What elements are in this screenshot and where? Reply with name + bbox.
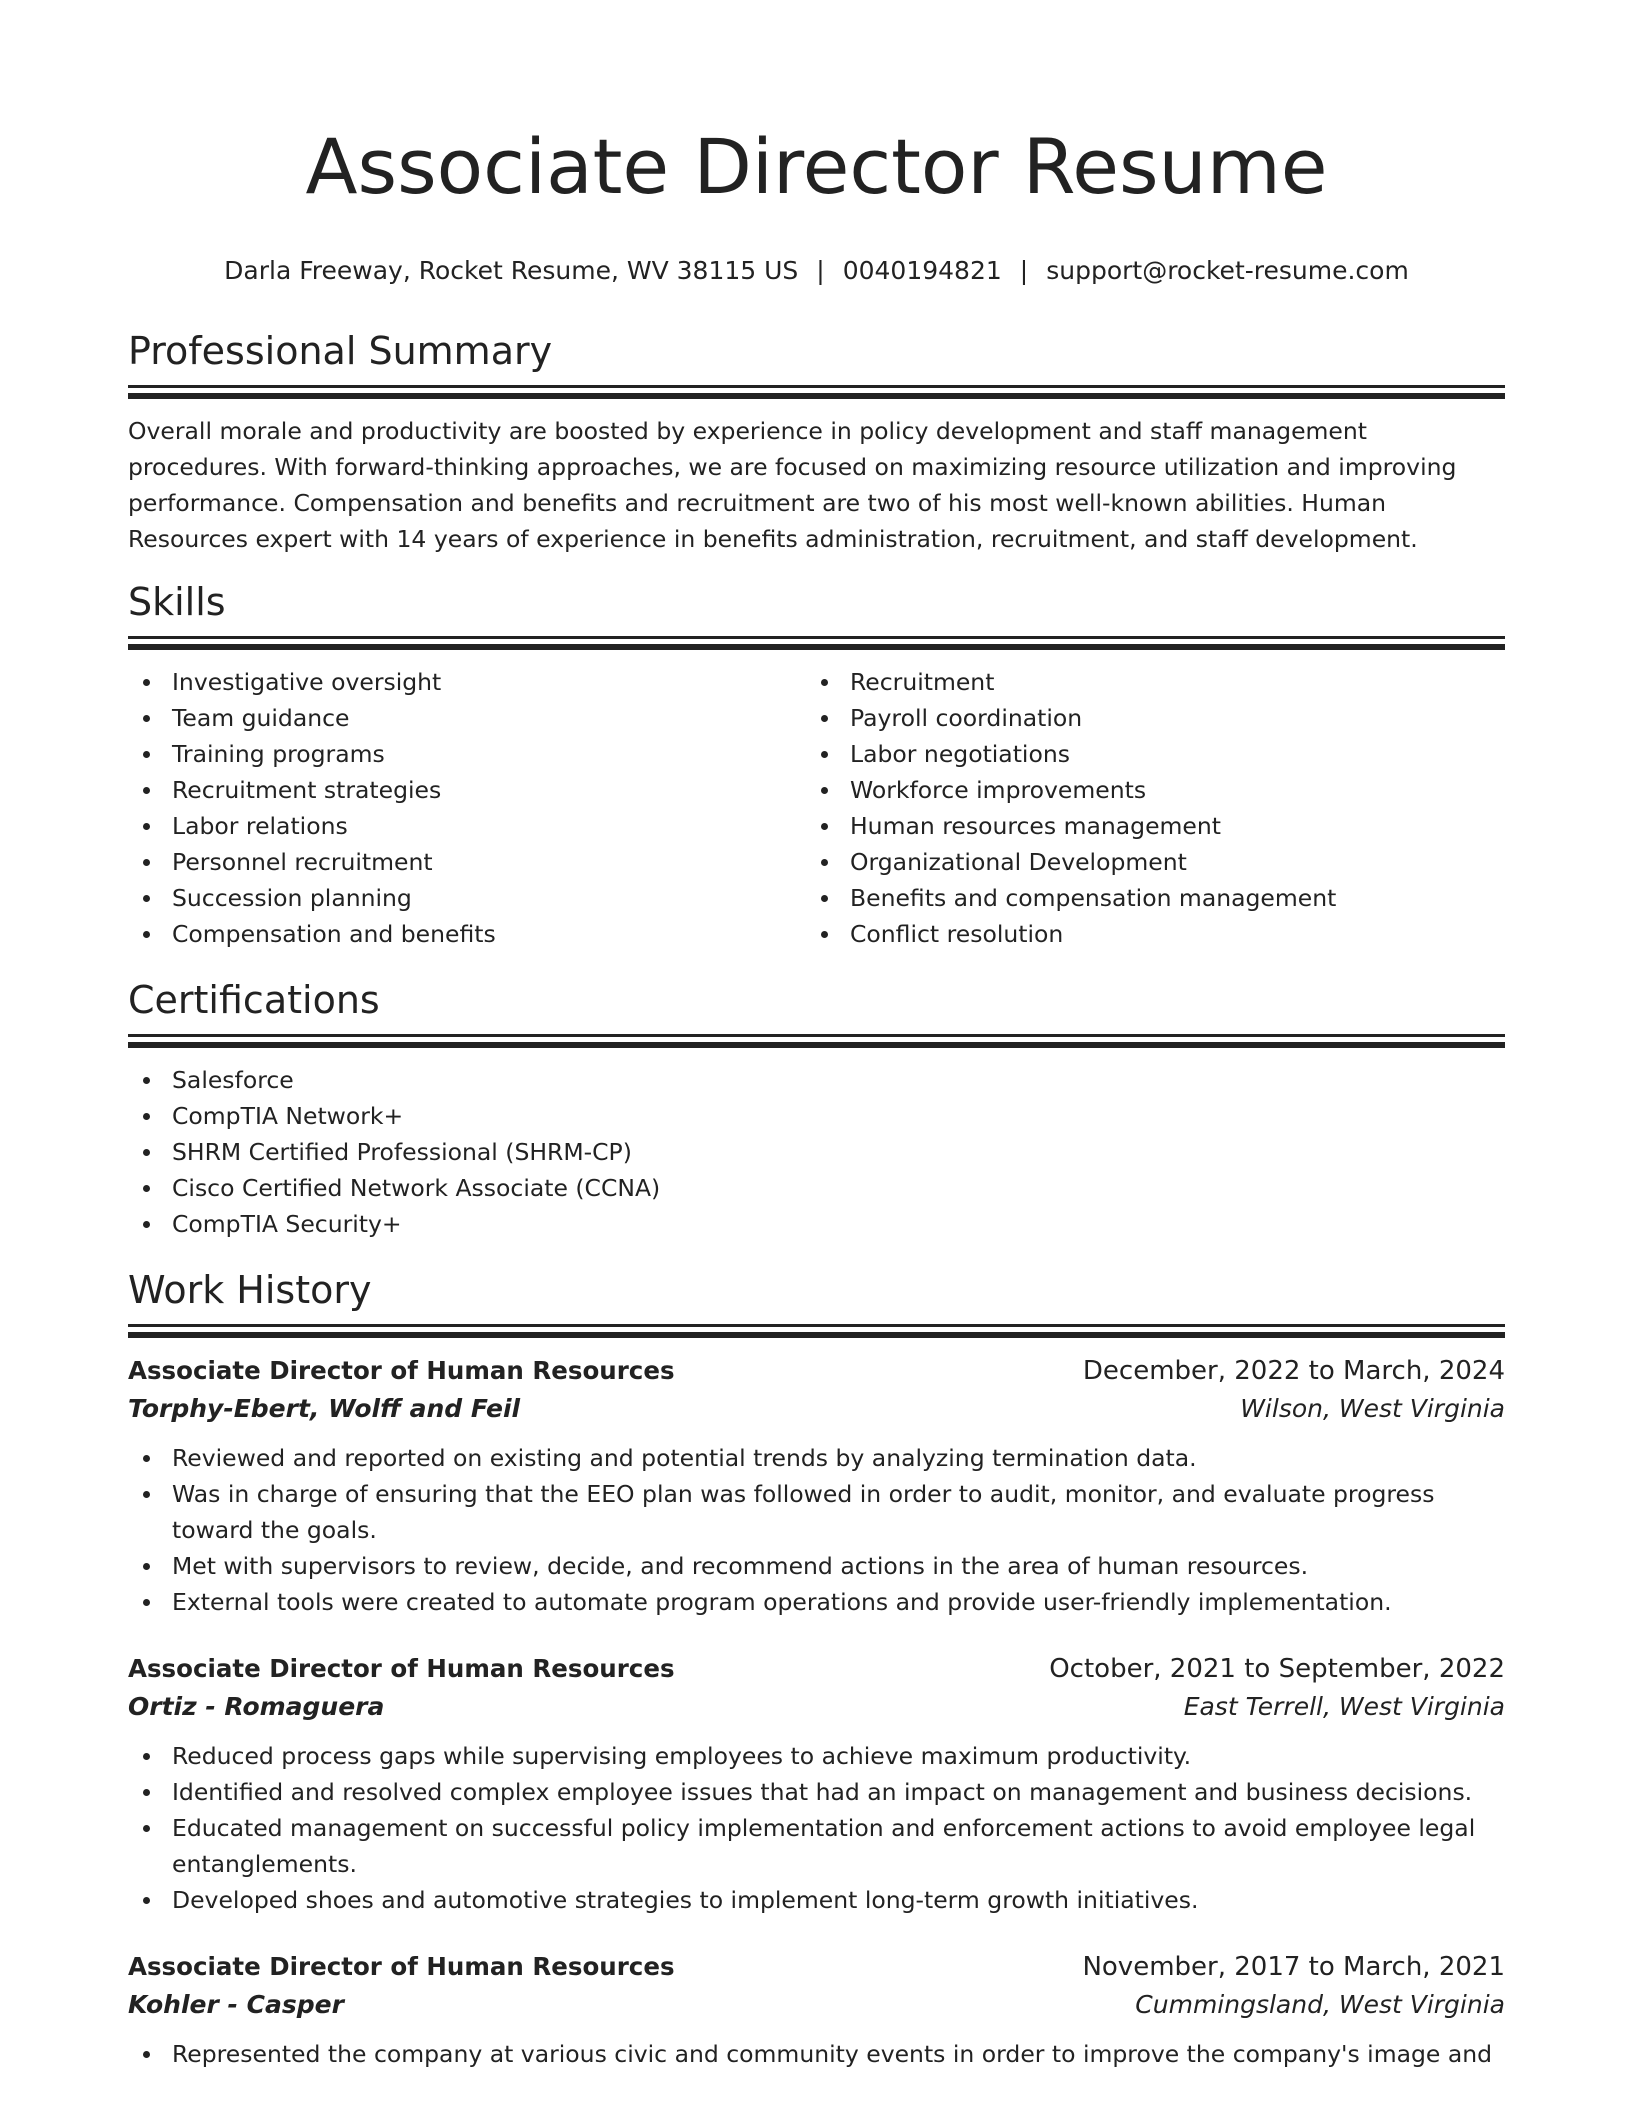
job-location: Cummingsland, West Virginia xyxy=(1135,1990,1505,2019)
job-entry xyxy=(128,1948,1505,2072)
job-title: Associate Director of Human Resources xyxy=(128,1952,675,1981)
list-item: Developed shoes and automotive strategies to implement long-term growth initiatives. xyxy=(128,1882,1505,1918)
list-item: Reviewed and reported on existing and potential trends by analyzing termination data. xyxy=(128,1440,1505,1476)
job-company: Ortiz - Romaguera xyxy=(128,1692,385,1721)
list-item: Labor relations xyxy=(128,808,806,844)
job-bullets xyxy=(128,1440,1505,1620)
skills-section xyxy=(128,578,1505,952)
job-dates: December, 2022 to March, 2024 xyxy=(1082,1356,1505,1386)
job-dates: October, 2021 to September, 2022 xyxy=(1049,1654,1505,1684)
list-item: Benefits and compensation management xyxy=(806,880,1484,916)
list-item: Was in charge of ensuring that the EEO plan was followed in order to audit, monitor, and evaluate progress toward the goals. xyxy=(128,1476,1505,1548)
skills-list-left xyxy=(128,664,806,952)
job-header xyxy=(128,1352,1505,1390)
list-item: Compensation and benefits xyxy=(128,916,806,952)
list-item: Recruitment xyxy=(806,664,1484,700)
list-item: Human resources management xyxy=(806,808,1484,844)
summary-heading: Professional Summary xyxy=(128,329,553,373)
job-bullets xyxy=(128,1738,1505,1918)
job-title: Associate Director of Human Resources xyxy=(128,1356,675,1385)
resume-page xyxy=(128,0,1505,2072)
work-history-section xyxy=(128,1266,1505,2072)
job-entry xyxy=(128,1352,1505,1620)
job-header xyxy=(128,1948,1505,1986)
job-list xyxy=(128,1352,1505,2072)
list-item: Succession planning xyxy=(128,880,806,916)
list-item: External tools were created to automate program operations and provide user-friendly implementation. xyxy=(128,1584,1505,1620)
list-item: Training programs xyxy=(128,736,806,772)
section-rule xyxy=(128,1332,1505,1338)
skills-columns xyxy=(128,664,1505,952)
section-rule xyxy=(128,393,1505,399)
section-rule xyxy=(128,385,1505,388)
list-item: Investigative oversight xyxy=(128,664,806,700)
list-item: Team guidance xyxy=(128,700,806,736)
section-rule xyxy=(128,1324,1505,1327)
list-item: Educated management on successful policy implementation and enforcement actions to avoid employee legal entanglements. xyxy=(128,1810,1505,1882)
list-item: CompTIA Security+ xyxy=(128,1206,1505,1242)
job-title: Associate Director of Human Resources xyxy=(128,1654,675,1683)
section-rule xyxy=(128,636,1505,639)
contact-line xyxy=(128,254,1505,288)
list-item: SHRM Certified Professional (SHRM-CP) xyxy=(128,1134,1505,1170)
certifications-list xyxy=(128,1062,1505,1242)
contact-email[interactable]: support@rocket-resume.com xyxy=(1046,256,1409,285)
list-item: Identified and resolved complex employee issues that had an impact on management and business decisions. xyxy=(128,1774,1505,1810)
list-item: Labor negotiations xyxy=(806,736,1484,772)
job-bullets xyxy=(128,2036,1505,2072)
contact-separator: | xyxy=(816,256,825,285)
list-item: Personnel recruitment xyxy=(128,844,806,880)
section-rule xyxy=(128,1042,1505,1048)
list-item: Payroll coordination xyxy=(806,700,1484,736)
job-company: Torphy-Ebert, Wolff and Feil xyxy=(128,1394,521,1423)
list-item: Met with supervisors to review, decide, and recommend actions in the area of human resources. xyxy=(128,1548,1505,1584)
summary-section xyxy=(128,327,1505,557)
list-item: Reduced process gaps while supervising employees to achieve maximum productivity. xyxy=(128,1738,1505,1774)
work-history-heading: Work History xyxy=(128,1268,372,1312)
job-header xyxy=(128,1650,1505,1688)
section-rule xyxy=(128,644,1505,650)
skills-list-right xyxy=(806,664,1484,952)
job-location: East Terrell, West Virginia xyxy=(1183,1692,1505,1721)
certifications-heading: Certifications xyxy=(128,978,380,1022)
summary-text: Overall morale and productivity are boosted by experience in policy development and staff management procedures. With forward-thinking approaches, we are focused on maximizing resource utilization and improving performance. Compensation and benefits and recruitment are two of his most well-known abilities. Human Resources expert with 14 years of experience in benefits administration, recruitment, and staff development. xyxy=(128,417,1457,553)
list-item: Workforce improvements xyxy=(806,772,1484,808)
contact-phone: 0040194821 xyxy=(842,256,1002,285)
job-location: Wilson, West Virginia xyxy=(1240,1394,1505,1423)
certifications-section xyxy=(128,976,1505,1242)
contact-address: Darla Freeway, Rocket Resume, WV 38115 US xyxy=(224,256,799,285)
section-rule xyxy=(128,1034,1505,1037)
skills-heading: Skills xyxy=(128,580,226,624)
job-subheader xyxy=(128,1986,1505,2024)
contact-separator: | xyxy=(1019,256,1029,285)
list-item: Represented the company at various civic and community events in order to improve the company's image and xyxy=(128,2036,1505,2072)
list-item: Salesforce xyxy=(128,1062,1505,1098)
job-subheader xyxy=(128,1688,1505,1726)
list-item: CompTIA Network+ xyxy=(128,1098,1505,1134)
list-item: Recruitment strategies xyxy=(128,772,806,808)
list-item: Cisco Certified Network Associate (CCNA) xyxy=(128,1170,1505,1206)
job-subheader xyxy=(128,1390,1505,1428)
list-item: Organizational Development xyxy=(806,844,1484,880)
resume-title: Associate Director Resume xyxy=(305,122,1328,211)
job-dates: November, 2017 to March, 2021 xyxy=(1082,1952,1505,1982)
job-entry xyxy=(128,1650,1505,1918)
job-company: Kohler - Casper xyxy=(128,1990,344,2019)
list-item: Conflict resolution xyxy=(806,916,1484,952)
